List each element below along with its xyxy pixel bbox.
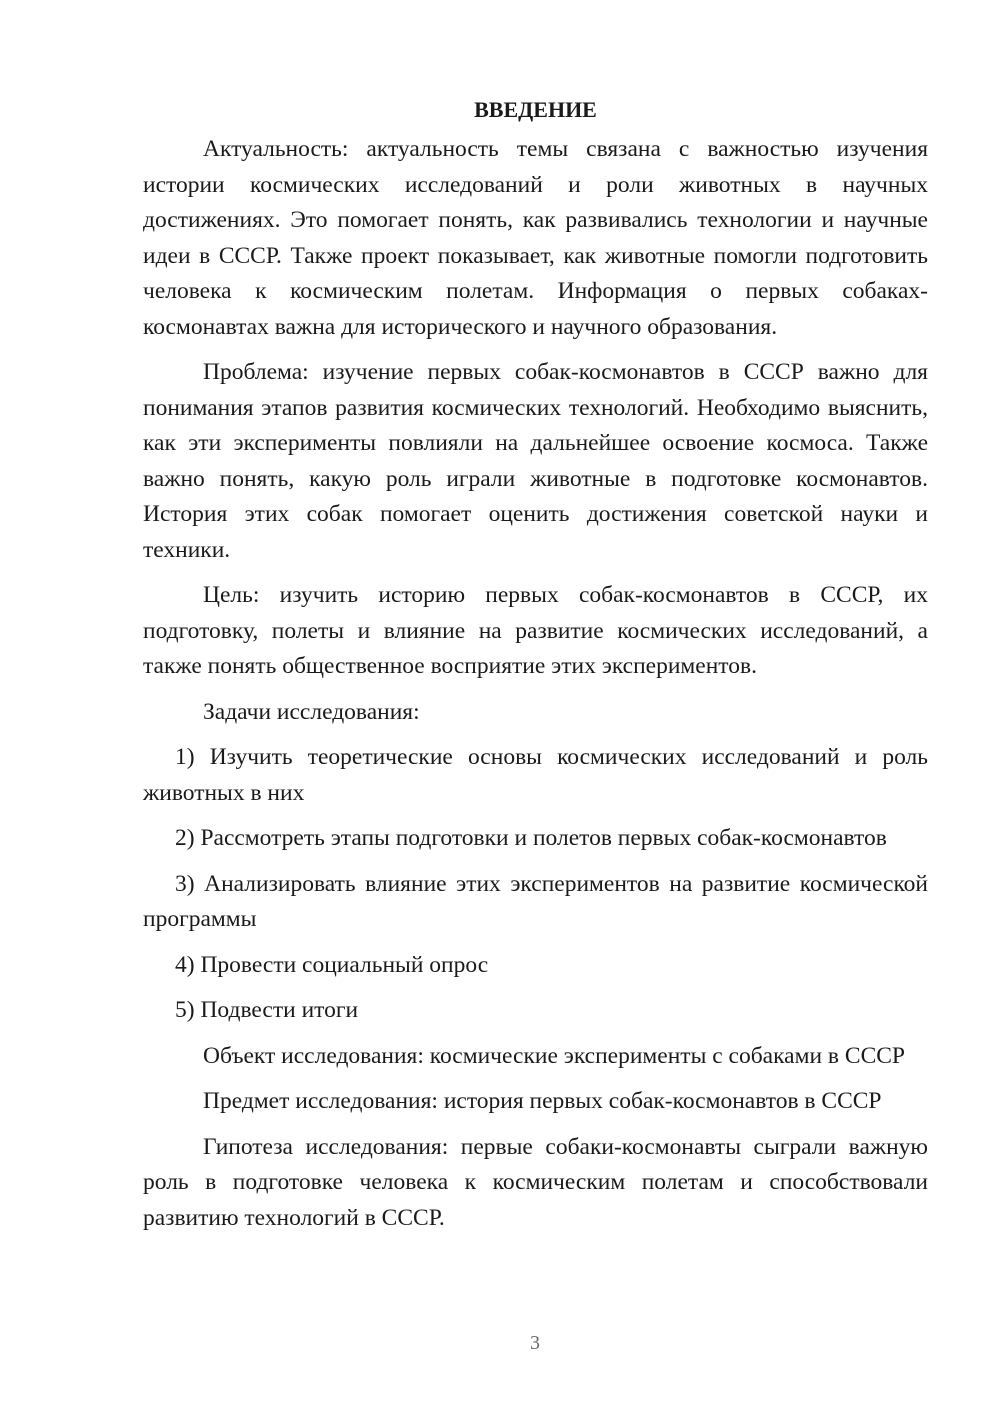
task-item-3: 3) Анализировать влияние этих экспериментов на развитие космической программы xyxy=(143,870,928,932)
task-item-4: 4) Провести социальный опрос xyxy=(175,951,489,978)
goal-paragraph: Цель: изучить историю первых собак-космонавтов в СССР, их подготовку, полеты и влияние на развитие космических исследований, а также понять общественное восприятие этих экспериментов. xyxy=(143,582,928,679)
document-page xyxy=(143,92,928,1246)
problem-paragraph: Проблема: изучение первых собак-космонавтов в СССР важно для понимания этапов развития космических технологий. Необходимо выяснить, как эти эксперименты повлияли на дальнейшее освоение космоса. Также важно понять, какую роль играли животные в подготовке космонавтов. История этих собак помогает оценить достижения советской науки и техники. xyxy=(143,359,928,563)
task-item-2: 2) Рассмотреть этапы подготовки и полетов первых собак-космонавтов xyxy=(175,825,887,851)
page-number: 3 xyxy=(530,1332,540,1354)
section-title: ВВЕДЕНИЕ xyxy=(474,97,597,122)
task-item-1: 1) Изучить теоретические основы космических исследований и роль животных в них xyxy=(143,744,928,806)
hypothesis-paragraph: Гипотеза исследования: первые собаки-космонавты сыграли важную роль в подготовке человека к космическим полетам и способствовали развитию технологий в СССР. xyxy=(143,1133,928,1231)
object-paragraph: Объект исследования: космические эксперименты с собаками в СССР xyxy=(203,1042,905,1069)
tasks-heading: Задачи исследования: xyxy=(203,698,420,725)
subject-paragraph: Предмет исследования: история первых собак-космонавтов в СССР xyxy=(203,1088,882,1114)
relevance-paragraph: Актуальность: актуальность темы связана с важностью изучения истории космических исследований и роли животных в научных достижениях. Это помогает понять, как развивались технологии и научные идеи в СССР. Также проект показывает, как животные помогли подготовить человека к космическим полетам. Информация о первых собаках-космонавтах важна для исторического и научного образования. xyxy=(143,136,928,340)
task-item-5: 5) Подвести итоги xyxy=(175,997,359,1023)
